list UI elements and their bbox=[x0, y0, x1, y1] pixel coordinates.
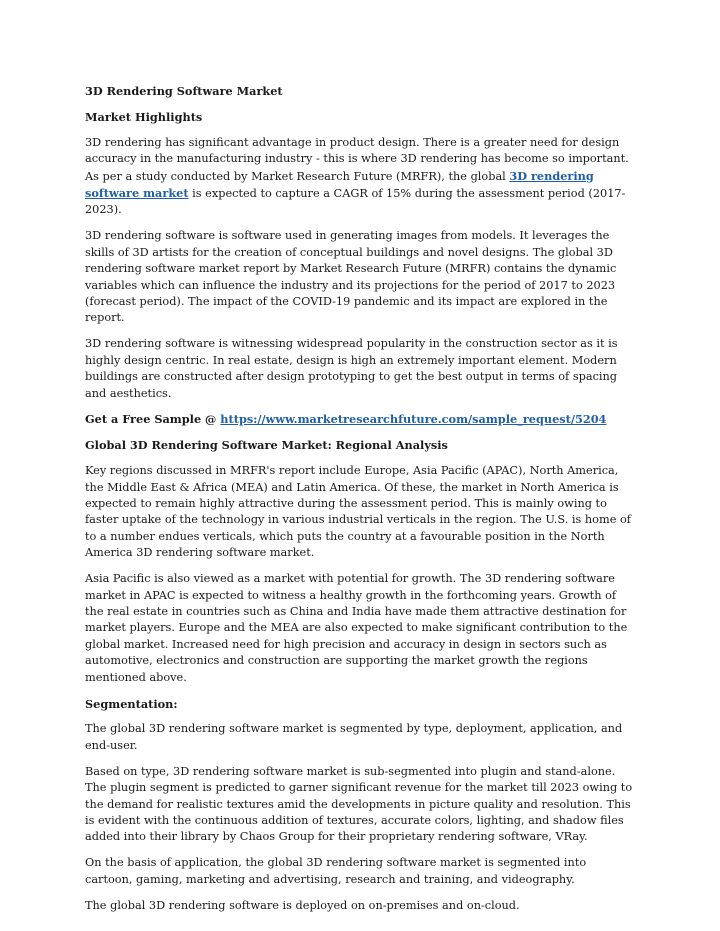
segmentation-heading: Segmentation: bbox=[85, 696, 178, 711]
document-title: 3D Rendering Software Market bbox=[85, 84, 283, 98]
paragraph-regions: Key regions discussed in MRFR's report include Europe, Asia Pacific (APAC), North America, the Middle East & Africa (MEA) and Latin America. Of these, the market in North America is expected to remain highly attractive during the assessment period. This is mainly owing to faster uptake of the technology in various industrial verticals in the region. The U.S. is home of to a number endues verticals, which puts the country at a favourable position in the North America 3D rendering software market. bbox=[85, 464, 631, 560]
sample-request-link[interactable]: https://www.marketresearchfuture.com/sample_request/5204 bbox=[220, 412, 607, 427]
paragraph-type: Based on type, 3D rendering software market is sub-segmented into plugin and stand-alone. The plugin segment is predicted to garner significant revenue for the market till 2023 owing to the demand for realistic textures amid the developments in picture quality and resolution. This is evident with the continuous addition of textures, accurate colors, lighting, and shadow files added into their library by Chaos Group for their proprietary rendering software, VRay. bbox=[85, 764, 633, 844]
market-highlights-heading: Market Highlights bbox=[85, 109, 203, 124]
free-sample-line bbox=[85, 411, 635, 427]
paragraph-intro-text-after: is expected to capture a CAGR of 15% during the assessment period (2017-2023). bbox=[85, 187, 626, 217]
paragraph-deployment: The global 3D rendering software is deployed on on-premises and on-cloud. bbox=[85, 898, 520, 912]
paragraph-definition: 3D rendering software is software used in generating images from models. It leverages the skills of 3D artists for the creation of conceptual buildings and novel designs. The global 3D rendering software market report by Market Research Future (MRFR) contains the dynamic variables which can influence the industry and its projections for the period of 2017 to 2023 (forecast period). The impact of the COVID-19 pandemic and its impact are explored in the report. bbox=[85, 229, 617, 325]
market-report-link[interactable]: 3D rendering software market bbox=[85, 168, 594, 201]
paragraph-intro bbox=[85, 135, 635, 219]
document-page bbox=[85, 83, 635, 923]
paragraph-construction: 3D rendering software is witnessing widespread popularity in the construction sector as it is highly design centric. In real estate, design is high an extremely important element. Modern buildings are constructed after design prototyping to get the best output in terms of spacing and aesthetics. bbox=[85, 337, 618, 400]
regional-analysis-heading: Global 3D Rendering Software Market: Regional Analysis bbox=[85, 438, 448, 453]
paragraph-asia-pacific: Asia Pacific is also viewed as a market with potential for growth. The 3D rendering software market in APAC is expected to witness a healthy growth in the forthcoming years. Growth of the real estate in countries such as China and India have made them attractive destination for market players. Europe and the MEA are also expected to make significant contribution to the global market. Increased need for high precision and accuracy in design in sectors such as automotive, electronics and construction are supporting the market growth the regions mentioned above. bbox=[85, 572, 628, 684]
free-sample-label: Get a Free Sample @ bbox=[85, 412, 221, 427]
paragraph-segmentation: The global 3D rendering software market is segmented by type, deployment, application, and end-user. bbox=[85, 722, 623, 752]
paragraph-intro-text-before: 3D rendering has significant advantage in product design. There is a greater need for design accuracy in the manufacturing industry - this is where 3D rendering has become so important. As per a study conducted by Market Research Future (MRFR), the global bbox=[85, 135, 629, 183]
paragraph-application: On the basis of application, the global 3D rendering software market is segmented into cartoon, gaming, marketing and advertising, research and training, and videography. bbox=[85, 856, 587, 886]
